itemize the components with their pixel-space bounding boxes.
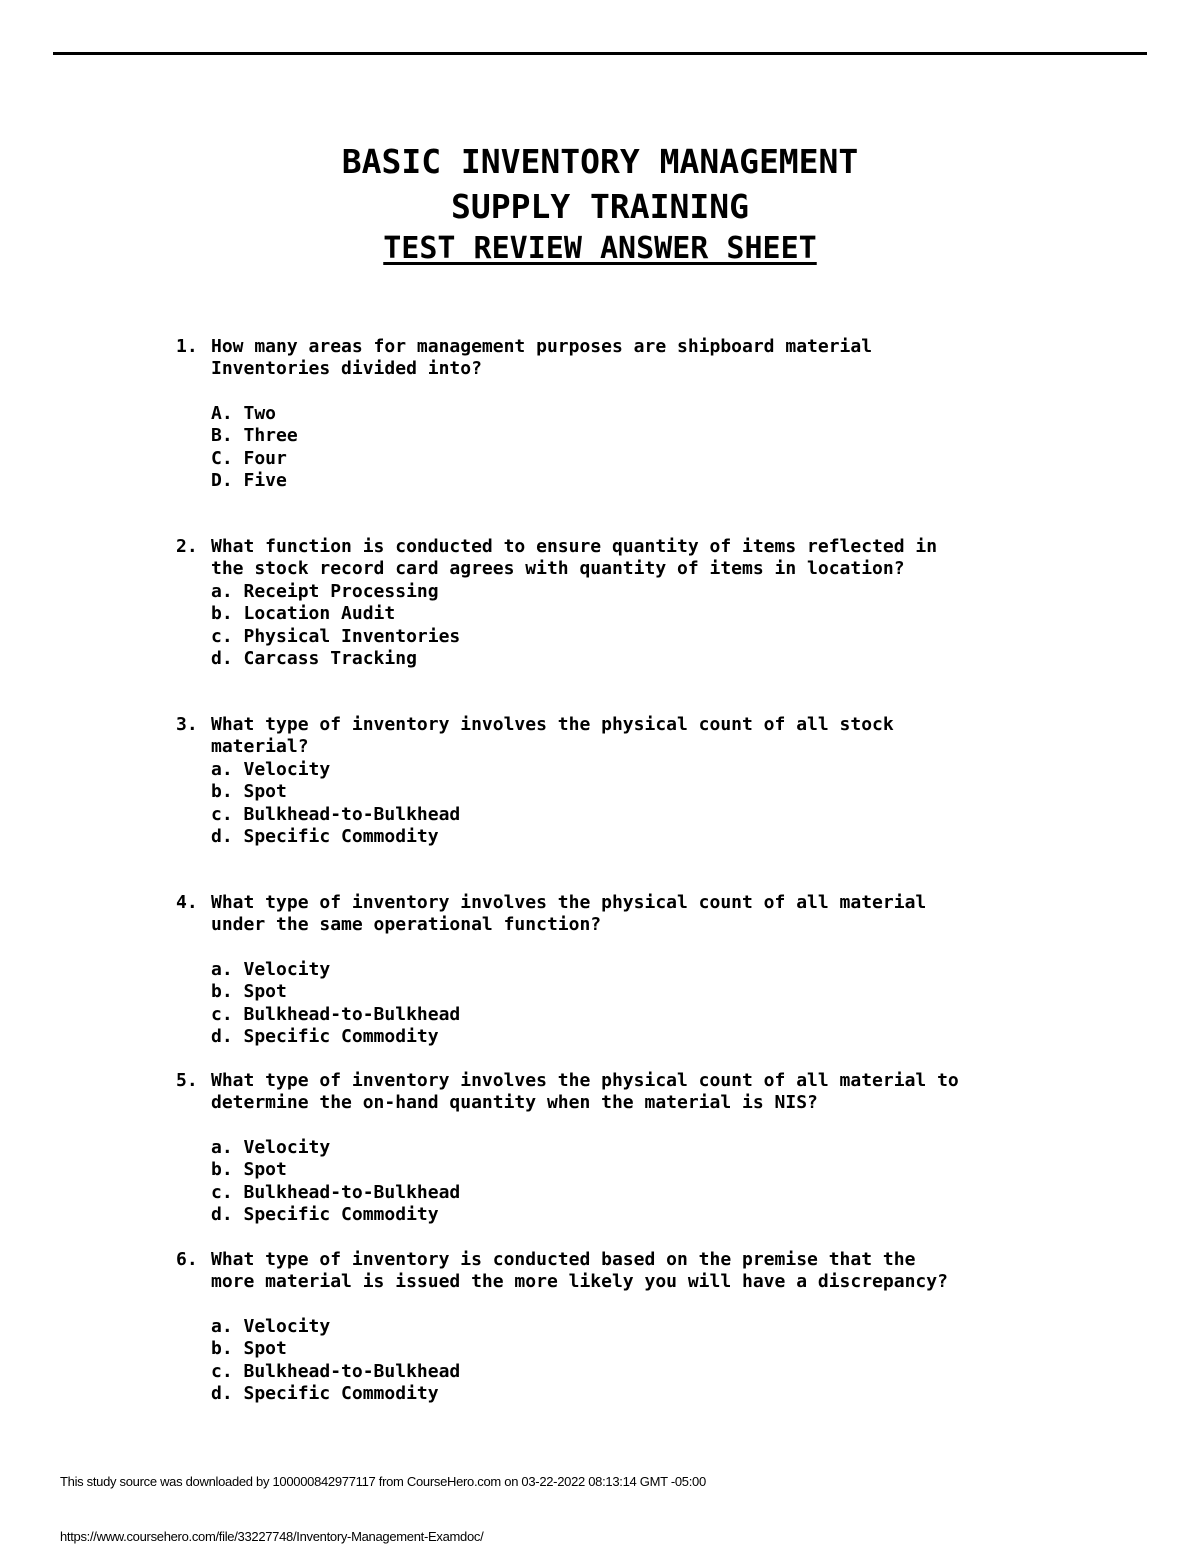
answer-option: c. Bulkhead-to-Bulkhead (211, 1181, 461, 1203)
question-text: determine the on-hand quantity when the material is NIS? (211, 1092, 818, 1114)
answer-option: b. Spot (211, 781, 287, 803)
question-number: 1. (176, 336, 198, 357)
title-line-1: BASIC INVENTORY MANAGEMENT (341, 142, 859, 181)
answer-option: b. Spot (211, 981, 287, 1003)
answer-option: c. Bulkhead-to-Bulkhead (211, 1360, 461, 1382)
question-3 (176, 714, 1076, 848)
answer-option: c. Physical Inventories (211, 625, 461, 647)
question-text: material? (211, 736, 309, 758)
answer-option: a. Velocity (211, 758, 331, 780)
answer-option: a. Velocity (211, 1136, 331, 1158)
question-number: 4. (176, 892, 198, 913)
answer-option: d. Specific Commodity (211, 1026, 439, 1048)
question-number: 3. (176, 714, 198, 735)
question-text: What type of inventory involves the physical count of all material (211, 892, 927, 913)
answer-option: d. Specific Commodity (211, 1204, 439, 1226)
question-text: What function is conducted to ensure quantity of items reflected in (211, 536, 938, 557)
question-text: How many areas for management purposes are shipboard material (211, 336, 873, 357)
answer-option: D. Five (211, 470, 287, 492)
answer-option: A. Two (211, 402, 277, 424)
answer-option: c. Bulkhead-to-Bulkhead (211, 1003, 461, 1025)
question-number: 6. (176, 1249, 198, 1270)
answer-option: a. Velocity (211, 958, 331, 980)
question-1 (176, 336, 1076, 492)
question-5 (176, 1070, 1076, 1226)
answer-option: d. Specific Commodity (211, 1383, 439, 1405)
top-rule (53, 52, 1147, 55)
question-text: Inventories divided into? (211, 358, 482, 380)
answer-option: b. Spot (211, 1159, 287, 1181)
question-text: What type of inventory is conducted based on the premise that the (211, 1249, 916, 1270)
question-6 (176, 1249, 1076, 1405)
answer-option: b. Location Audit (211, 603, 396, 625)
answer-option: d. Specific Commodity (211, 826, 439, 848)
question-text: What type of inventory involves the physical count of all material to (211, 1070, 959, 1091)
question-text: under the same operational function? (211, 914, 602, 936)
question-4 (176, 892, 1076, 1048)
answer-option: a. Receipt Processing (211, 580, 439, 602)
title-line-2: SUPPLY TRAINING (450, 187, 749, 226)
answer-option: B. Three (211, 425, 298, 447)
answer-option: c. Bulkhead-to-Bulkhead (211, 803, 461, 825)
answer-option: d. Carcass Tracking (211, 648, 417, 670)
answer-option: b. Spot (211, 1338, 287, 1360)
question-text: What type of inventory involves the physical count of all stock (211, 714, 894, 735)
question-2 (176, 536, 1076, 670)
source-url-link[interactable]: https://www.coursehero.com/file/33227748/Inventory-Management-Examdoc/ (60, 1529, 484, 1544)
question-text: the stock record card agrees with quantity of items in location? (211, 558, 905, 580)
download-source-note: This study source was downloaded by 100000842977117 from CourseHero.com on 03-22-2022 08:13:14 GMT -05:00 (60, 1474, 706, 1489)
answer-option: a. Velocity (211, 1315, 331, 1337)
question-number: 5. (176, 1070, 198, 1091)
question-number: 2. (176, 536, 198, 557)
answer-option: C. Four (211, 447, 287, 469)
title-line-3: TEST REVIEW ANSWER SHEET (383, 231, 817, 266)
question-text: more material is issued the more likely you will have a discrepancy? (211, 1271, 948, 1293)
